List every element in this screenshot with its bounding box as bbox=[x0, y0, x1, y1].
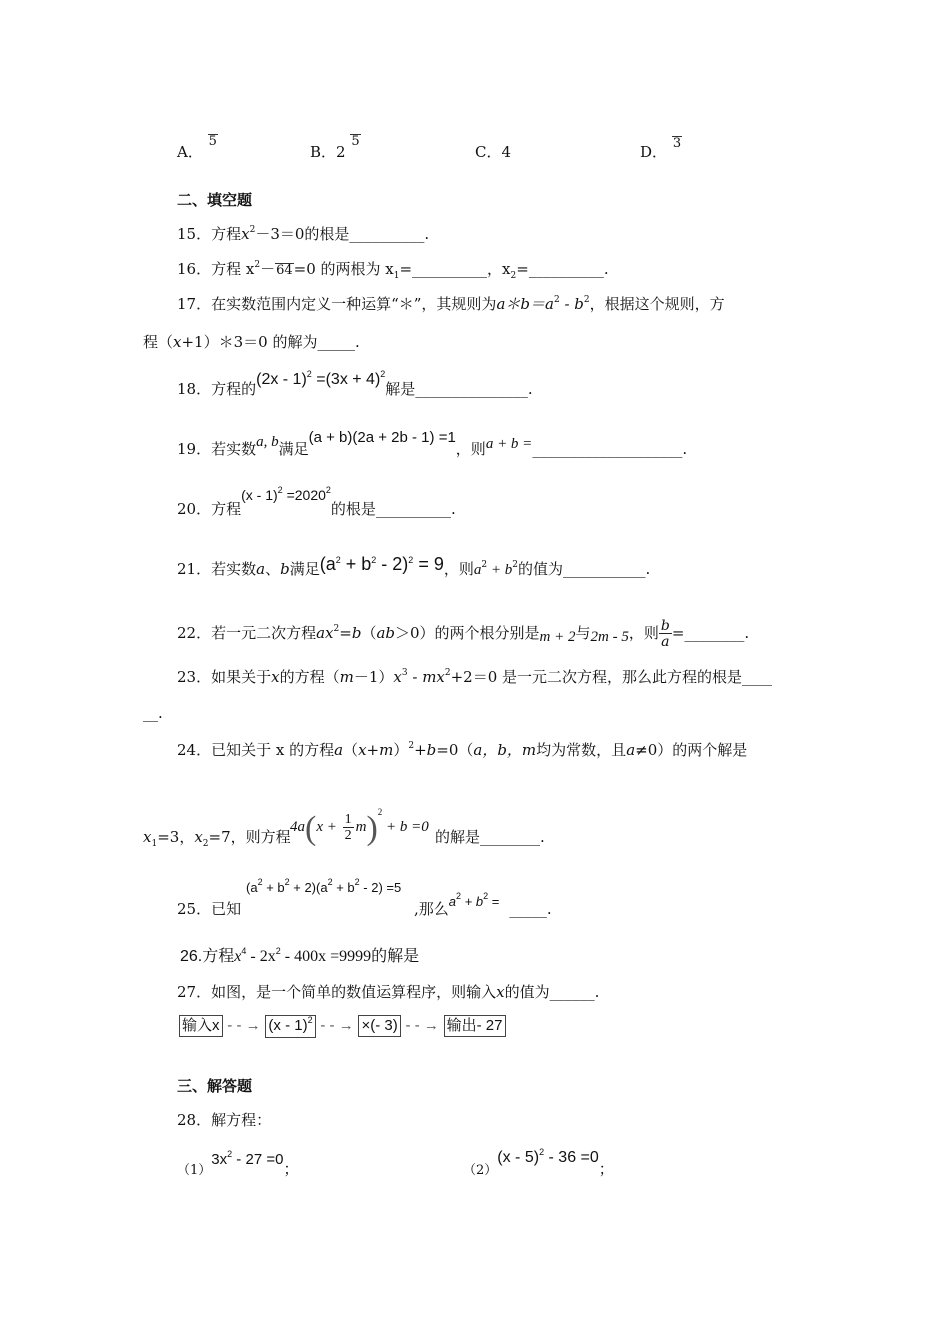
question-23-line2: __. bbox=[143, 704, 163, 722]
equation: $(a^2 + b^2 - 2)^2 = 9$ bbox=[319, 554, 444, 574]
question-28-part1: $(1)3x^2 - 27 =0$； bbox=[177, 1149, 299, 1178]
question-24-line2: $x_1=3$，$x_2=7$，则方程 bbox=[143, 828, 291, 849]
option-a: A． 5 bbox=[177, 134, 217, 161]
equation: (x - 5)$^2$ - 36 =0 bbox=[497, 1147, 599, 1166]
question-28-part2: （2）(x - 5)$^2$ - 36 =0； bbox=[463, 1147, 614, 1178]
sqrt-5: 5 bbox=[208, 134, 217, 149]
question-17-line1: 17．在实数范围内定义一种运算“＊”，其规则为$a*b=a^2 - b^2$，根据这个规则，方 bbox=[177, 295, 725, 313]
flow-diagram bbox=[179, 1015, 506, 1038]
question-27: 27．如图，是一个简单的数值运算程序，则输入x的值为______. bbox=[177, 983, 600, 1001]
equation-25: $(a^2 + b^2 + 2)(a^2 + b^2 - 2) =5$ bbox=[246, 877, 402, 895]
flow-square-box: (x - 1)$^2$ bbox=[265, 1015, 315, 1038]
question-20: 20．方程$(x - 1)^2 =2020^2$的根是__________. bbox=[177, 485, 456, 518]
section-solve: 三、解答题 bbox=[177, 1077, 253, 1095]
arrow-icon: - - → bbox=[320, 1017, 354, 1034]
flow-multiply-box: ×(- 3) bbox=[358, 1015, 400, 1037]
sqrt-64: 64 bbox=[276, 263, 293, 278]
question-21: 21．若实数a、b满足$(a^2 + b^2 - 2)^2 = 9$，则$a^2 + b^2$的值为___________. bbox=[177, 554, 651, 578]
option-b: B．2 5 bbox=[310, 134, 360, 161]
question-15: 15．方程$x^2-3=0$的根是__________. bbox=[177, 225, 430, 243]
left-paren: ( bbox=[305, 810, 317, 847]
question-25-tail: ,那么$a^2 + b^2$ = _____. bbox=[414, 891, 552, 918]
equation: $(2x - 1)^2 =(3x + 4)^2$ bbox=[256, 369, 386, 388]
arrow-icon: - - → bbox=[227, 1017, 261, 1034]
flow-output-box: 输出- 27 bbox=[444, 1015, 506, 1037]
sqrt-3: 3 bbox=[672, 136, 682, 151]
sqrt-5: 5 bbox=[351, 134, 360, 149]
equation-24: 4a(x + $\frac{1}{2}$ m)$^2$ + b =0 bbox=[290, 807, 429, 847]
question-19: 19．若实数a, b满足(a + b)(2a + 2b - 1) =1，则a + b =____________________. bbox=[177, 429, 688, 458]
right-paren: ) bbox=[366, 810, 378, 847]
option-c: C．4 bbox=[475, 143, 512, 161]
question-24-line1: 24．已知关于 x 的方程$a(x+m)^2+b=0(a$，b，m均为常数，且a≠0）的两个解是 bbox=[177, 741, 748, 759]
question-16: 16．方程 $x^2-64=0$ 的两根为 $x_1=\_\_\_\_\_\_\_\_\_\_$，$x_2=\_\_\_\_\_\_\_\_\_\_$. bbox=[177, 260, 609, 281]
section-fill-in: 二、填空题 bbox=[177, 191, 253, 209]
equation: $3x^2 - 27 =0$ bbox=[211, 1149, 284, 1168]
question-25: 25．已知 bbox=[177, 900, 242, 918]
question-26: 26.方程$x^4 - 2x^2 - 400x =9999$的解是 bbox=[180, 946, 420, 965]
question-18: 18．方程的$(2x - 1)^2 =(3x + 4)^2$解是_______________. bbox=[177, 369, 533, 398]
question-17-line2: 程（x+1）＊3＝0 的解为_____. bbox=[143, 333, 360, 351]
question-22: 22．若一元二次方程$ax^2=b(ab>0)$的两个根分别是m + 2与2m - 5，则 $\frac{b}{a}$ =________. bbox=[177, 618, 750, 650]
equation: $(x - 1)^2 =2020^2$ bbox=[241, 485, 331, 503]
equation: (a + b)(2a + 2b - 1) =1 bbox=[308, 429, 456, 446]
fraction-half: $\frac{1}{2}$ bbox=[344, 811, 352, 843]
option-d: D． 3 bbox=[640, 136, 682, 161]
question-28: 28．解方程： bbox=[177, 1111, 272, 1129]
arrow-icon: - - → bbox=[405, 1017, 439, 1034]
question-24-tail: 的解是________. bbox=[435, 828, 545, 846]
fraction-b-over-a: $\frac{b}{a}$ bbox=[660, 618, 670, 650]
question-23: 23．如果关于x的方程$(m-1)x^3 - mx^2+2=0$ 是一元二次方程，那么此方程的根是____ bbox=[177, 668, 773, 686]
flow-input-box: 输入x bbox=[179, 1015, 223, 1037]
